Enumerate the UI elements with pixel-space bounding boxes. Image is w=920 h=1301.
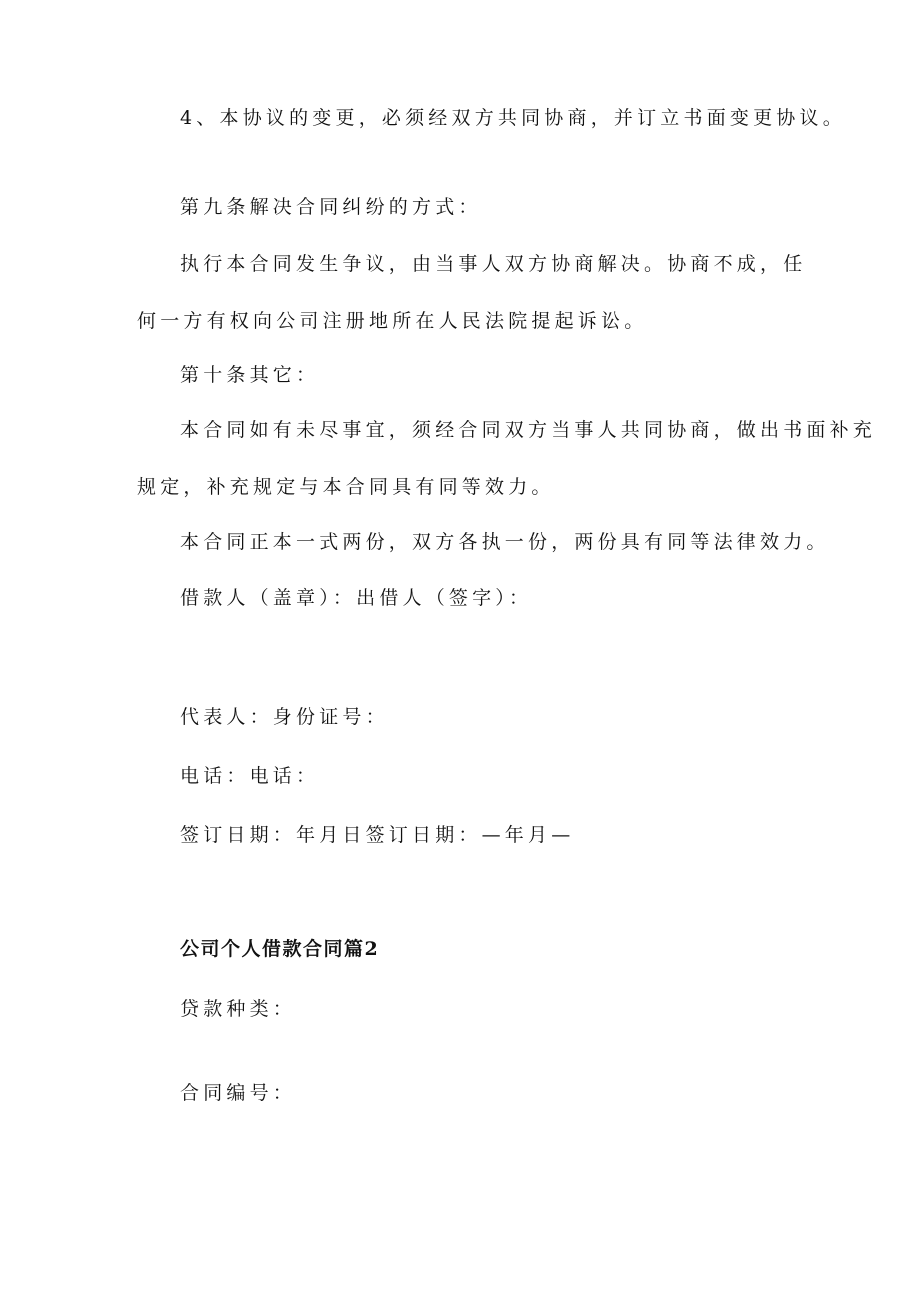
copies-text: 本合同正本一式两份，双方各执一份，两份具有同等法律效力。 bbox=[180, 531, 830, 553]
dispute-resolution-text-line-1: 执行本合同发生争议，由当事人双方协商解决。协商不成，任 bbox=[180, 253, 807, 275]
supplement-text-line-2: 规定，补充规定与本合同具有同等效力。 bbox=[137, 476, 555, 498]
representative-id-line: 代表人：身份证号： bbox=[180, 706, 389, 728]
section-2-title: 公司个人借款合同篇2 bbox=[180, 938, 380, 960]
signatories-line: 借款人（盖章）：出借人（签字）： bbox=[180, 587, 533, 609]
phone-line: 电话：电话： bbox=[180, 765, 320, 787]
contract-number-line: 合同编号： bbox=[180, 1082, 297, 1104]
article-10-heading: 第十条其它： bbox=[180, 364, 320, 386]
loan-type-line: 贷款种类： bbox=[180, 998, 297, 1020]
article-9-heading: 第九条解决合同纠纷的方式： bbox=[180, 196, 482, 218]
dispute-resolution-text-line-2: 何一方有权向公司注册地所在人民法院提起诉讼。 bbox=[137, 310, 648, 332]
clause-amendment-text: 4、本协议的变更，必须经双方共同协商，并订立书面变更协议。 bbox=[180, 107, 846, 129]
signing-date-line: 签订日期：年月日签订日期：—年月— bbox=[180, 824, 575, 846]
supplement-text-line-1: 本合同如有未尽事宜，须经合同双方当事人共同协商，做出书面补充 bbox=[180, 419, 877, 441]
